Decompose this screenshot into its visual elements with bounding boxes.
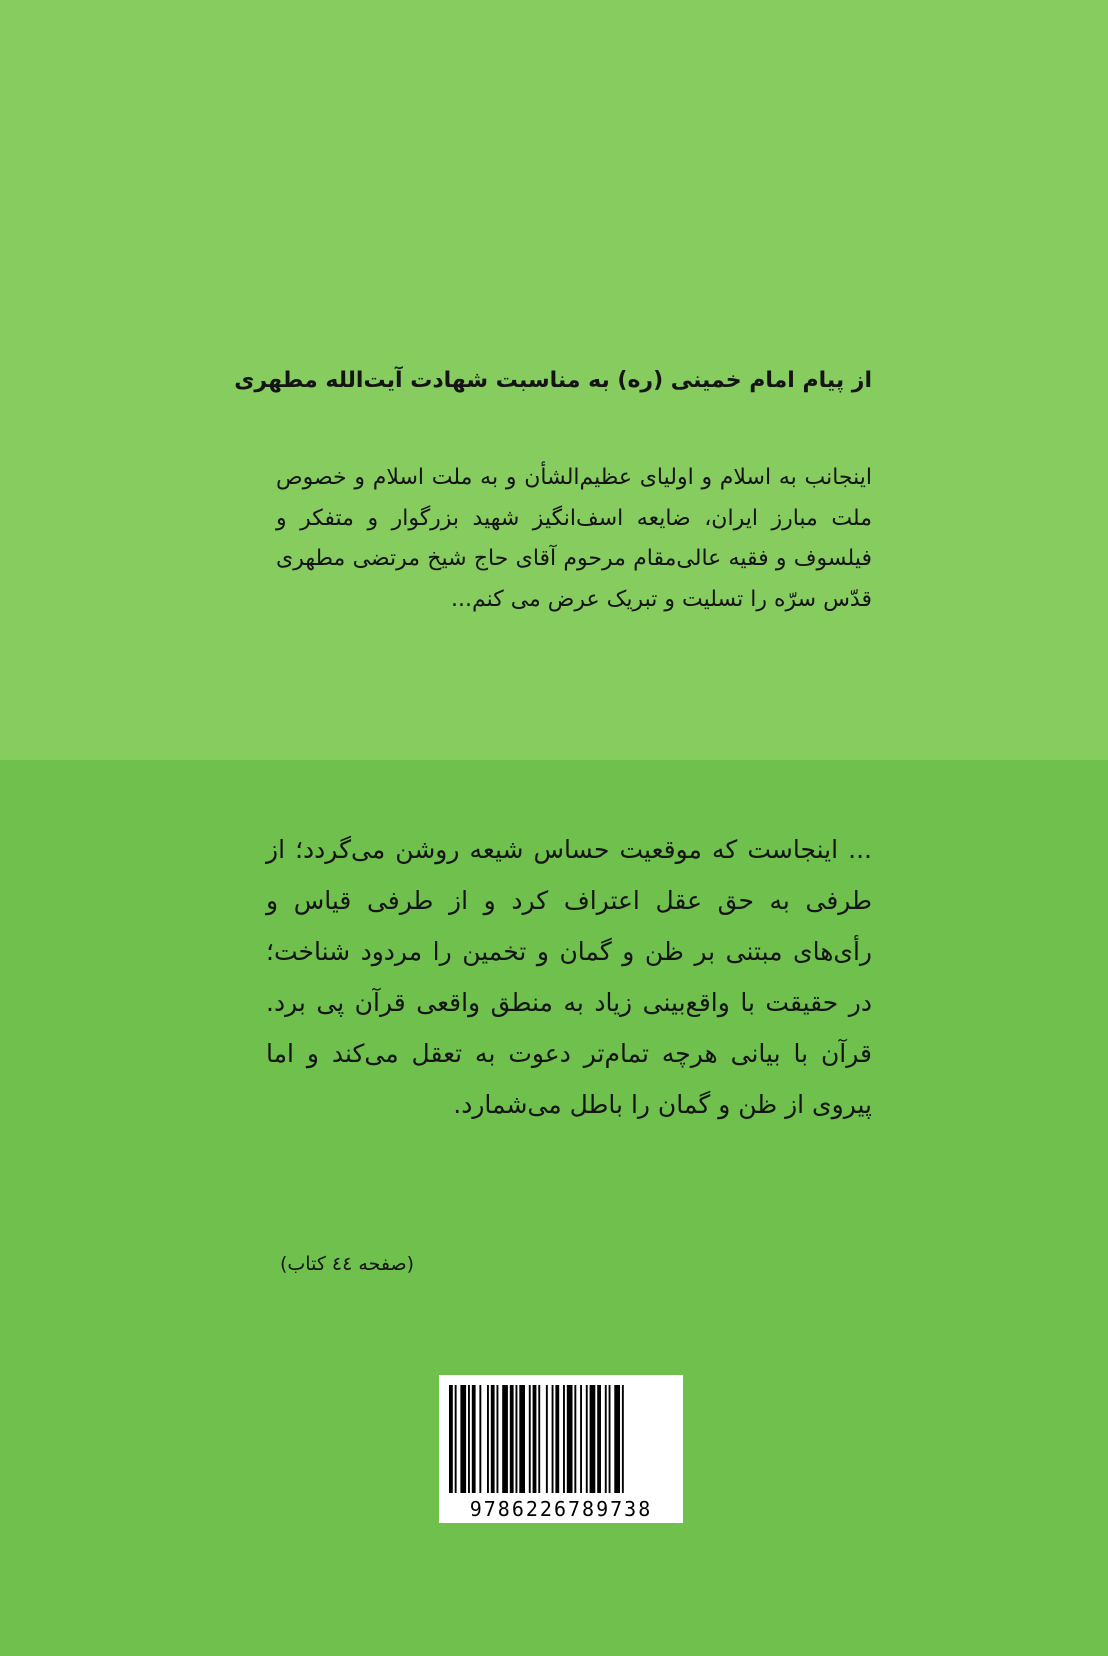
barcode-bar [472, 1385, 476, 1493]
barcode-bar [479, 1385, 481, 1493]
barcode-bar [529, 1385, 531, 1493]
barcode-bar [586, 1385, 588, 1493]
barcode-bar [546, 1385, 548, 1493]
barcode-bar [563, 1385, 565, 1493]
barcode-bar [491, 1385, 495, 1493]
barcode-bar [614, 1385, 620, 1493]
barcode-digits: 9786226789738 [469, 1497, 653, 1521]
barcode-bar [555, 1385, 559, 1493]
barcode-bar [468, 1385, 470, 1493]
barcode-bar [605, 1385, 607, 1493]
barcode-bar [460, 1385, 466, 1493]
message-heading: از پیام امام خمینی (ره) به مناسبت شهادت آیت‌الله مطهری [234, 368, 872, 393]
barcode-bar [552, 1385, 554, 1493]
book-excerpt: ... اینجاست که موقعیت حساس شیعه روشن می‌گردد؛ از طرفی به حق عقل اعتراف کرد و از طرفی قیاس و رأی‌های مبتنی بر ظن و گمان و تخمین را مردود شناخت؛ در حقیقت با واقع‌بینی زیاد به منطق واقعی قرآن پی برد. قرآن با بیانی هرچه تمام‌تر دعوت به تعقل می‌کند و اما پیروی از ظن و گمان را باطل می‌شمارد. [266, 835, 872, 1119]
barcode-bar [533, 1385, 537, 1493]
barcode-bar [574, 1385, 576, 1493]
barcode-bar [609, 1385, 611, 1493]
barcode-bar [455, 1385, 457, 1493]
barcode-bar [590, 1385, 596, 1493]
barcode-bar [510, 1385, 514, 1493]
barcode-bar [487, 1385, 489, 1493]
barcode-bar [516, 1385, 518, 1493]
khomeini-quote: اینجانب به اسلام و اولیای عظیم‌الشأن و به ملت اسلام و خصوص ملت مبارز ایران، ضایعه اسف‌انگیز شهید بزرگوار و متفکر و فیلسوف و فقیه عالی‌مقام مرحوم آقای حاج شیخ مرتضی مطهری قدّس سرّه را تسلیت و تبریک عرض می کنم... [276, 465, 872, 612]
barcode-bar [580, 1385, 582, 1493]
barcode-bar [502, 1385, 508, 1493]
barcode-bar [567, 1385, 573, 1493]
barcode-bar [497, 1385, 499, 1493]
barcode-bar [622, 1385, 624, 1493]
barcode-bar [538, 1385, 540, 1493]
isbn-barcode [439, 1375, 683, 1523]
page-reference: (صفحه ٤٤ کتاب) [280, 1253, 414, 1275]
barcode-bar [597, 1385, 601, 1493]
barcode-bar [519, 1385, 525, 1493]
barcode-bar [449, 1385, 453, 1493]
